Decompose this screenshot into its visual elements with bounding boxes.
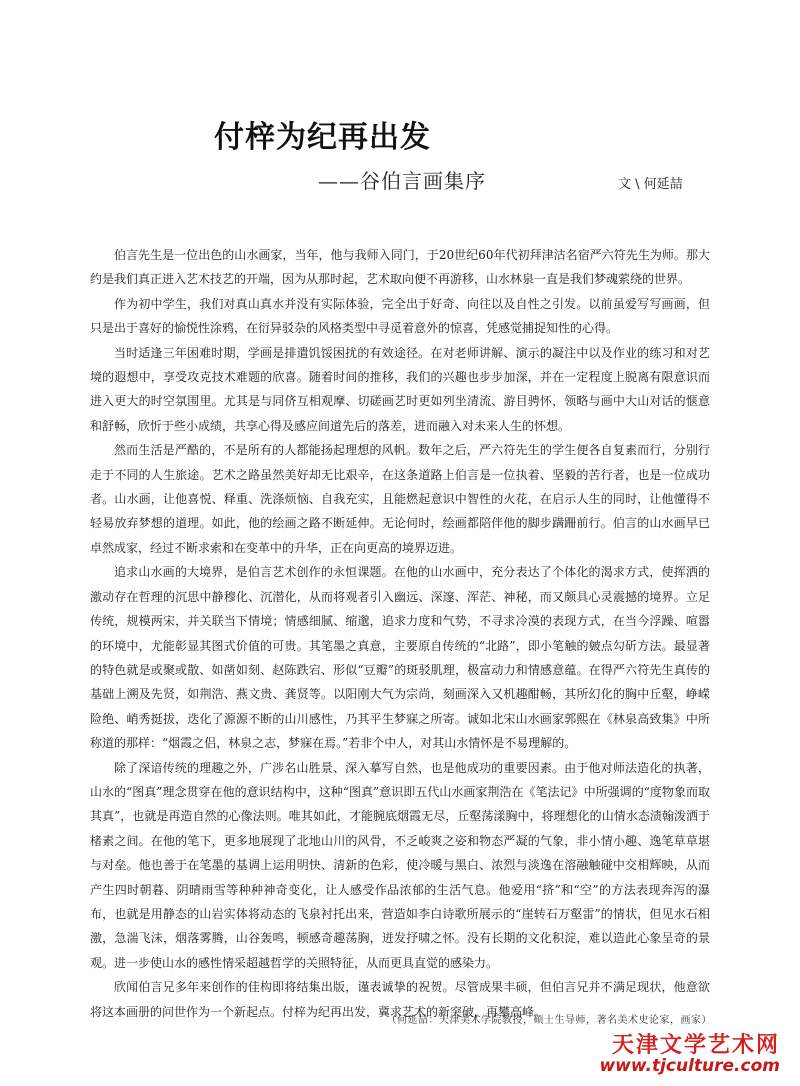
watermark-url: www.tjculture.com — [599, 1056, 780, 1076]
watermark-site-name: 天津文学艺术网 — [611, 1033, 780, 1058]
article-body — [90, 243, 710, 1024]
article-author: 文 \ 何延喆 — [618, 177, 683, 192]
paragraph: 追求山水画的大境界，是伯言艺术创作的永恒课题。在他的山水画中，充分表达了个体化的渴求方式，使挥洒的激动存在哲理的沉思中静穆化、沉潜化，从而将观者引入幽远、深邃、浑茫、神秘，而又颇具心灵震撼的境界。立足传统，规模两宋，并关联当下情境；情感细腻、缩邈，追求力度和气势，不寻求冷漠的表现方式，在当今浮躁、喧嚣的环境中，尤能彰显其图式价值的可贵。其笔墨之真意，主要原自传统的“北路”，即小笔触的皴点勾斫方法。最显著的特色就是或聚或散、如凿如刻、赵陈跌宕、形似“豆瓣”的斑驳肌理，极富动力和情感意蕴。在得严六符先生真传的基础上溯及先贤，如荆浩、燕文贵、龚贤等。以阳刚大气为宗尚，刻画深入又机趣酣畅，其所幻化的胸中丘壑，峥嵘险绝、峭秀挺拔，迭化了源源不断的山川感性，乃其平生梦寐之所寄。诚如北宋山水画家郭熙在《林泉高致集》中所称道的那样：“烟霞之侣，林泉之志，梦寐在焉。”若非个中人，对其山水情怀是不易理解的。 — [90, 565, 710, 751]
paragraph: 伯言先生是一位出色的山水画家，当年，他与我师入同门，于20世纪60年代初拜津沽名宿严六符先生为师。那大约是我们真正进入艺术技艺的开端，因为从那时起，艺术取向便不再游移，山水林泉一直是我们梦魂萦绕的世界。 — [90, 248, 710, 287]
article-subtitle: ——谷伯言画集序 — [318, 169, 486, 193]
author-bio: （何延喆：天津美术学院教授，硕士生导师，著名美术史论家，画家） — [386, 1015, 712, 1026]
site-watermark — [580, 1028, 780, 1078]
paragraph: 作为初中学生，我们对真山真水并没有实际体验，完全出于好奇、向往以及自性之引发。以前虽爱写写画画，但只是出于喜好的愉悦性涂鸦，在衍异驳杂的风格类型中寻觅着意外的惊喜，凭感觉捕捉知性的心得。 — [90, 296, 710, 336]
paragraph: 除了深谙传统的理趣之外，广涉名山胜景、深入摹写自然，也是他成功的重要因素。由于他对师法造化的执著，山水的“图真”理念贯穿在他的意识结构中，这种“图真”意识即五代山水画家荆浩在《笔法记》中所强调的“度物象而取其真”，也就是再造自然的心像法则。唯其如此，才能腕底烟霞无尽，丘壑荡漾胸中，将理想化的山情水态渍翰泼洒于楮素之间。在他的笔下，更多地展现了北地山川的风骨，不乏峻爽之姿和物态严凝的气象，非小情小趣、逸笔草草堪与对垒。他也善于在笔墨的基调上运用明快、清新的色彩，使冷暖与黑白、浓烈与淡逸在溶融触碰中交相辉映，从而产生四时朝暮、阴晴雨雪等种种神奇变化，让人感受作品浓郁的生活气息。他爱用“挤”和“空”的方法表现奔泻的瀑布，也就是用静态的山岩实体将动态的飞泉衬托出来，营造如李白诗歌所展示的“崖转石万壑雷”的情状，但见水石相激，急湍飞沫，烟落雾腾，山谷轰鸣，顿感奇趣荡胸，迸发抒啸之怀。没有长期的文化积淀，难以造此心象呈奇的景观。进一步使山水的感性情采超越哲学的关照特征，从而更具直觉的感染力。 — [90, 760, 710, 970]
paragraph: 当时适逢三年困难时期，学画是排遣饥馁困扰的有效途径。在对老师讲解、演示的凝注中以及作业的练习和对艺境的遐想中，享受攻克技术难题的欣喜。随着时间的推移，我们的兴趣也步步加深，并在一定程度上脱离有限意识而进入更大的时空氛围里。尤其是与同侪互相观摩、切磋画艺时更如列坐清流、游目骋怀，领略与画中大山对话的惬意和舒畅，欣忻于些小成绩，共享心得及感应间道先后的落差，进而融入对未来人生的怀想。 — [90, 345, 710, 433]
article-title: 付梓为纪再出发 — [214, 120, 431, 155]
paragraph: 欣闻伯言兄多年来创作的佳构即将结集出版，谨表诚挚的祝贺。尽管成果丰硕，但伯言兄并不满足现状，他意欲将这本画册的问世作为一个新起点。付梓为纪再出发，冀求艺术的新突破，再攀高峰。 — [90, 980, 710, 1019]
paragraph: 然而生活是严酷的，不是所有的人都能扬起理想的风帆。数年之后，严六符先生的学生便各自复素而行，分别行走于不同的人生旅途。艺术之路虽然美好却无比艰辛，在这条道路上伯言是一位执着、坚毅的苦行者，也是一位成功者。山水画，让他喜悦、释重、洗涤烦恼、自我充实，且能燃起意识中智性的火花，在启示人生的同时，让他懂得不轻易放弃梦想的道理。如此，他的绘画之路不断延伸。无论何时，绘画都陪伴他的脚步蹒跚前行。伯言的山水画早已卓然成家，经过不断求索和在变革中的升华，正在向更高的境界迈进。 — [90, 443, 710, 555]
